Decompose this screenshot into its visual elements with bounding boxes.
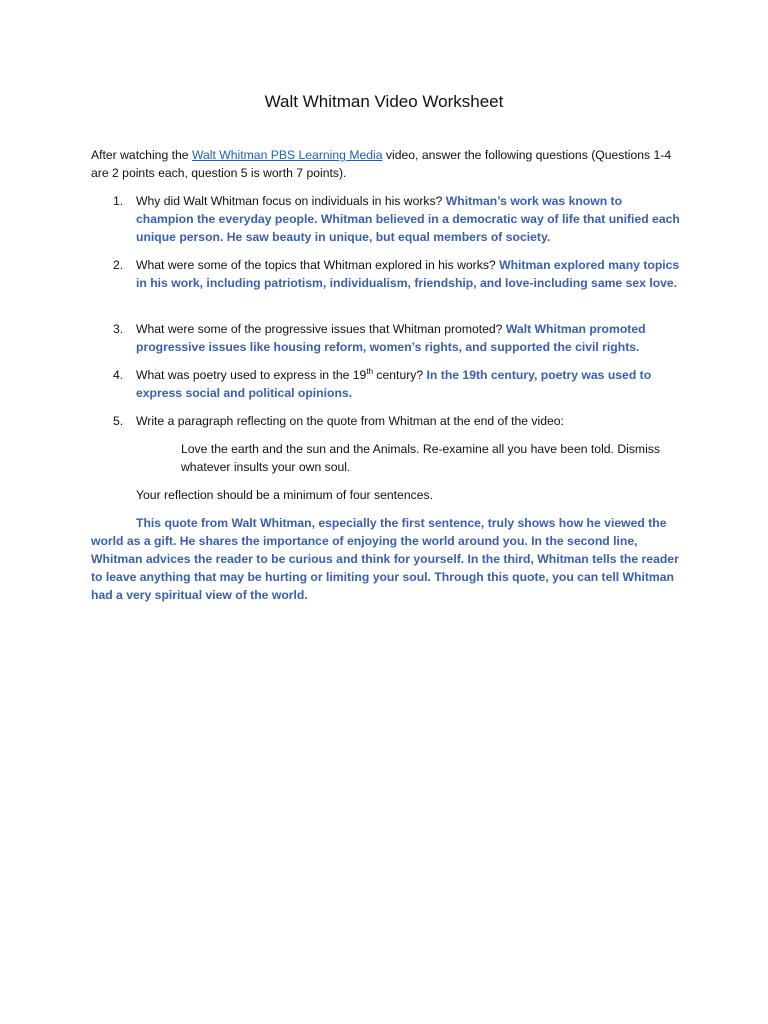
answer-text: Walt Whitman promoted progressive issues like housing reform, women’s rights, and supported the civil rights.: [136, 322, 646, 354]
question-5: [91, 412, 681, 430]
question-number: 3.: [113, 322, 124, 336]
answer-text: In the 19th century, poetry was used to express social and political opinions.: [136, 368, 652, 400]
question-number: 1.: [113, 194, 124, 208]
superscript-th: th: [366, 366, 374, 376]
question-4: [91, 366, 681, 402]
question-content: [136, 366, 681, 402]
question-text: What were some of the progressive issues that Whitman promoted?: [136, 322, 506, 336]
question-text-after: century?: [373, 368, 427, 382]
question-1: [91, 192, 681, 246]
question-text: Write a paragraph reflecting on the quote from Whitman at the end of the video:: [136, 414, 564, 428]
pbs-video-link[interactable]: Walt Whitman PBS Learning Media: [191, 148, 383, 162]
question-content: [136, 192, 681, 246]
answer-text: Whitman’s work was known to champion the everyday people. Whitman believed in a democratic way of life that unified each unique person. He saw beauty in unique, but equal members of society.: [136, 194, 680, 244]
reflection-answer: This quote from Walt Whitman, especially the first sentence, truly shows how he viewed the world as a gift. He shares the importance of enjoying the world around you. In the second line, Whitman advices the reader to be curious and think for yourself. In the third, Whitman tells the reader to leave anything that may be hurting or limiting your soul. Through this quote, you can tell Whitman had a very spiritual view of the world.: [91, 516, 679, 602]
question-text: What was poetry used to express in the 19: [136, 368, 367, 382]
question-content: [136, 320, 681, 356]
question-text: What were some of the topics that Whitman explored in his works?: [136, 258, 500, 272]
whitman-quote: Love the earth and the sun and the Animals. Re-examine all you have been told. Dismiss whatever insults your own soul.: [181, 442, 660, 474]
page-title: Walt Whitman Video Worksheet: [264, 92, 504, 111]
intro-paragraph: [91, 146, 681, 182]
question-text: Why did Walt Whitman focus on individuals in his works?: [136, 194, 446, 208]
question-content: [136, 412, 681, 430]
question-content: [136, 256, 681, 292]
question-3: [91, 320, 681, 356]
answer-text: Whitman explored many topics in his work, including patriotism, individualism, friendship, and love-including same sex love.: [136, 258, 680, 290]
intro-text-before: After watching the: [91, 148, 192, 162]
intro-text-after: video, answer the following questions (Questions 1-4 are 2 points each, question 5 is worth 7 points).: [91, 148, 672, 180]
question-number: 5.: [113, 414, 124, 428]
question-number: 2.: [113, 258, 124, 272]
reflection-instructions: Your reflection should be a minimum of four sentences.: [136, 488, 433, 502]
question-number: 4.: [113, 368, 124, 382]
question-2: [91, 256, 681, 292]
